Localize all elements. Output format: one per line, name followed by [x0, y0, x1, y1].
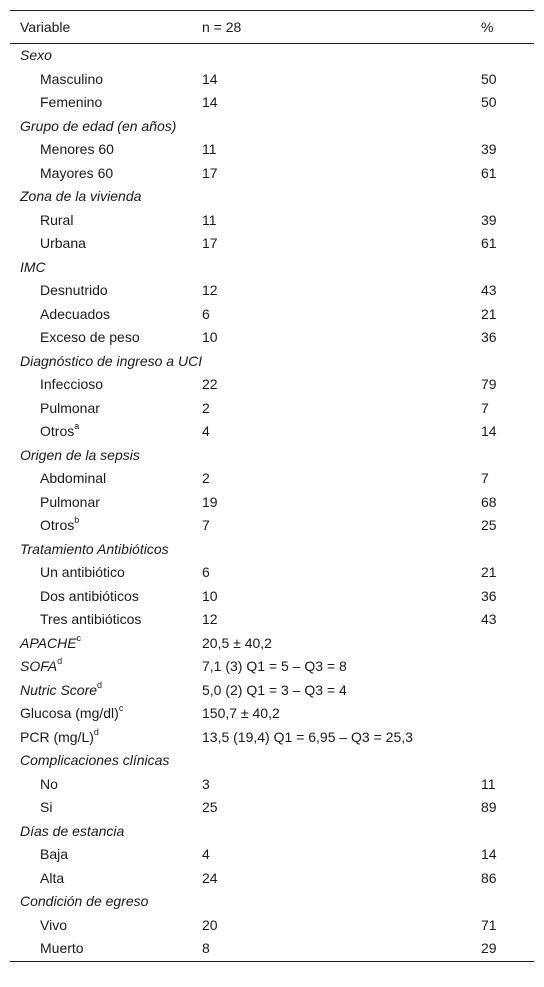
table-row: Otros$^b$ 7 25 — [40, 515, 497, 533]
table-row: Otros$^a$ 4 14 — [40, 421, 497, 439]
table-row: Vivo 20 71 — [40, 916, 497, 933]
table-row: Masculino 14 50 — [40, 70, 497, 87]
table-header-row — [10, 11, 534, 43]
table-row: Menores 60 11 39 — [40, 141, 497, 157]
table-row: Un antibiótico 6 21 — [40, 564, 497, 580]
section-sexo: Sexo — [20, 47, 52, 63]
table-row: Tres antibióticos 12 43 — [40, 611, 497, 627]
table-row: Muerto 8 29 — [40, 940, 497, 956]
score-row-sofa: SOFA$^d$ 7,1 (3) Q1 = 5 – Q3 = 8 — [20, 656, 347, 674]
section-diagnostico: Diagnóstico de ingreso a UCI — [20, 352, 203, 369]
table-row: Rural 11 39 — [40, 211, 497, 228]
table-row: Dos antibióticos 10 36 — [40, 587, 497, 604]
table-row: Infeccioso 22 79 — [40, 376, 497, 392]
footnote-marker: a — [74, 421, 80, 432]
data-table — [10, 10, 534, 962]
score-row-glucosa: Glucosa $(mg/dl)^c$ 150,7 ± 40,2 — [20, 703, 280, 721]
footnote-marker: c — [76, 632, 82, 643]
table-row: Exceso de peso 10 36 — [40, 329, 497, 345]
section-complicaciones: Complicaciones clínicas — [20, 752, 170, 768]
section-egreso: Condición de egreso — [20, 893, 149, 909]
section-edad: Grupo de edad (en años) — [20, 117, 177, 134]
table-row: Femenino 14 50 — [40, 94, 497, 110]
table-row: Si 25 89 — [40, 799, 497, 815]
footnote-marker: d — [93, 726, 99, 737]
table-row: Abdominal 2 7 — [40, 470, 489, 486]
header-n: n = 28 — [202, 19, 242, 35]
score-row-nutric: Nutric Score$^d$ 5,0 (2) Q1 = 3 – Q3 = 4 — [20, 679, 347, 698]
table-row: Baja 4 14 — [40, 846, 497, 862]
section-tratamiento: Tratamiento Antibióticos — [20, 540, 169, 557]
table-row: Pulmonar 19 68 — [40, 493, 497, 510]
table-row: Desnutrido 12 43 — [40, 282, 497, 298]
table-row: Pulmonar 2 7 — [40, 399, 489, 416]
score-row-pcr: PCR $(mg/L)^d$ 13,5 (19,4) Q1 = 6,95 – Q3 = 25,3 — [20, 726, 413, 745]
section-zona: Zona de la vivienda — [20, 188, 142, 204]
section-dias: Días de estancia — [20, 822, 125, 839]
footnote-marker: d — [97, 679, 103, 690]
section-origen: Origen de la sepsis — [20, 446, 140, 463]
table-row: Mayores 60 17 61 — [40, 164, 497, 181]
header-pct: % — [481, 19, 494, 35]
section-imc: IMC — [20, 258, 46, 275]
footnote-marker: d — [57, 656, 63, 667]
table-row: Alta 24 86 — [40, 869, 497, 886]
table-bottom-rule — [10, 961, 534, 962]
table-row: Urbana 17 61 — [40, 235, 497, 251]
footnote-marker: b — [74, 515, 80, 526]
table-row: No 3 11 — [40, 775, 496, 792]
score-row-apache: APACHE$^c$ 20,5 ± 40,2 — [20, 632, 272, 651]
table-row: Adecuados 6 21 — [40, 305, 497, 322]
header-variable: Variable — [20, 19, 71, 35]
footnote-marker: c — [118, 703, 124, 714]
